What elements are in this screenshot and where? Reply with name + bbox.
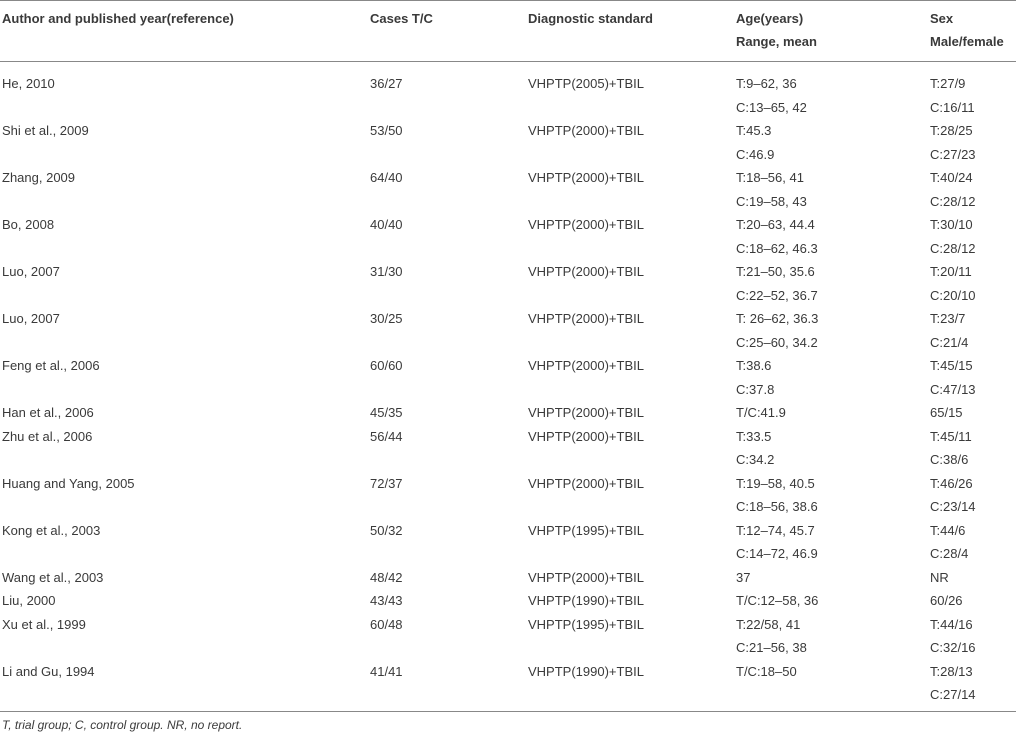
age-cell	[736, 307, 818, 354]
cases-text: 50/32	[370, 522, 403, 538]
sex-control-text: C:20/10	[930, 287, 976, 303]
cases-cell	[370, 213, 403, 237]
sex-trial-text: T:44/16	[930, 616, 973, 632]
author-text: Wang et al., 2003	[2, 569, 104, 585]
sex-control-text: C:47/13	[930, 381, 976, 397]
sex-cell	[930, 307, 968, 354]
sex-trial-text: T:28/13	[930, 663, 973, 679]
header-cases: Cases T/C	[370, 11, 433, 26]
sex-control-text: C:28/12	[930, 240, 976, 256]
sex-trial-text: T:30/10	[930, 217, 973, 232]
author-cell	[2, 119, 89, 143]
sex-cell	[930, 613, 976, 660]
age-cell	[736, 613, 807, 660]
sex-cell	[930, 260, 976, 307]
cases-cell	[370, 519, 403, 543]
author-cell	[2, 519, 100, 543]
cases-cell	[370, 72, 403, 96]
diagnostic-standard-cell	[528, 566, 644, 590]
author-text: Huang and Yang, 2005	[2, 475, 135, 491]
diagnostic-standard-cell	[528, 401, 644, 425]
author-cell	[2, 307, 60, 331]
sex-control-text: C:28/4	[930, 546, 969, 561]
author-cell	[2, 213, 54, 237]
author-text: Liu, 2000	[2, 593, 56, 608]
author-cell	[2, 354, 100, 378]
table-row	[0, 401, 1016, 425]
author-text: Kong et al., 2003	[2, 522, 101, 538]
age-trial-text: 37	[736, 569, 751, 585]
author-cell	[2, 589, 56, 613]
diagnostic-standard-cell	[528, 307, 644, 331]
sex-cell	[930, 425, 972, 472]
age-cell	[736, 660, 797, 684]
diagnostic-standard-text: VHPTP(2000)+TBIL	[528, 123, 644, 138]
cases-cell	[370, 425, 403, 449]
age-control-text: C:46.9	[736, 146, 775, 162]
age-trial-text: T:18–56, 41	[736, 170, 804, 185]
sex-trial-text: NR	[930, 569, 949, 585]
header-age: Age(years)	[736, 11, 804, 26]
cases-text: 30/25	[370, 311, 403, 326]
age-control-text: C:18–56, 38.6	[736, 499, 818, 514]
age-control-text: C:18–62, 46.3	[736, 240, 818, 256]
sex-cell	[930, 354, 976, 401]
age-cell	[736, 589, 818, 613]
diagnostic-standard-text: VHPTP(2000)+TBIL	[528, 264, 644, 279]
author-text: Feng et al., 2006	[2, 358, 100, 373]
author-cell	[2, 72, 55, 96]
cases-text: 40/40	[370, 217, 403, 232]
diagnostic-standard-cell	[528, 354, 644, 378]
sex-control-text: C:38/6	[930, 452, 969, 467]
sex-trial-text: T:44/6	[930, 522, 966, 538]
author-text: Li and Gu, 1994	[2, 663, 95, 679]
table-row	[0, 660, 1016, 707]
cases-text: 72/37	[370, 475, 403, 491]
cases-text: 31/30	[370, 264, 403, 279]
sex-cell	[930, 213, 976, 260]
sex-trial-text: 60/26	[930, 593, 963, 608]
diagnostic-standard-cell	[528, 613, 644, 637]
author-cell	[2, 613, 86, 637]
diagnostic-standard-cell	[528, 425, 644, 449]
table-row	[0, 72, 1016, 119]
sex-trial-text: T:45/15	[930, 358, 973, 373]
cases-text: 41/41	[370, 663, 403, 679]
author-cell	[2, 166, 75, 190]
age-trial-text: T: 26–62, 36.3	[736, 311, 819, 326]
sex-cell	[930, 472, 976, 519]
age-cell	[736, 354, 774, 401]
cases-text: 56/44	[370, 428, 403, 444]
diagnostic-standard-text: VHPTP(2000)+TBIL	[528, 170, 644, 185]
age-control-text: C:14–72, 46.9	[736, 546, 818, 561]
cases-text: 36/27	[370, 76, 403, 91]
table-row	[0, 613, 1016, 660]
diagnostic-standard-cell	[528, 519, 644, 543]
age-cell	[736, 72, 807, 119]
sex-cell	[930, 401, 963, 425]
cases-cell	[370, 401, 403, 425]
table-header-rule	[0, 61, 1016, 62]
author-cell	[2, 566, 103, 590]
age-cell	[736, 213, 818, 260]
table-row	[0, 213, 1016, 260]
sex-trial-text: T:23/7	[930, 311, 966, 326]
sex-trial-text: T:27/9	[930, 76, 966, 91]
age-control-text: C:34.2	[736, 452, 775, 467]
table-row	[0, 519, 1016, 566]
table-row	[0, 425, 1016, 472]
age-trial-text: T:38.6	[736, 358, 772, 373]
cases-text: 64/40	[370, 170, 403, 185]
diagnostic-standard-cell	[528, 213, 644, 237]
author-cell	[2, 260, 60, 284]
age-trial-text: T:45.3	[736, 123, 772, 138]
diagnostic-standard-text: VHPTP(1990)+TBIL	[528, 663, 644, 679]
sex-cell	[930, 519, 968, 566]
age-cell	[736, 119, 774, 166]
table-row	[0, 589, 1016, 613]
diagnostic-standard-text: VHPTP(2000)+TBIL	[528, 217, 644, 232]
sex-control-text: C:28/12	[930, 193, 976, 209]
table-row	[0, 307, 1016, 354]
diagnostic-standard-cell	[528, 119, 644, 143]
diagnostic-standard-text: VHPTP(2000)+TBIL	[528, 405, 644, 420]
diagnostic-standard-text: VHPTP(2005)+TBIL	[528, 76, 644, 91]
sex-trial-text: T:20/11	[930, 264, 972, 279]
table-footnote: T, trial group; C, control group. NR, no report.	[2, 718, 243, 732]
cases-cell	[370, 589, 403, 613]
age-cell	[736, 260, 818, 307]
diagnostic-standard-cell	[528, 166, 644, 190]
diagnostic-standard-text: VHPTP(2000)+TBIL	[528, 311, 644, 326]
sex-control-text: C:16/11	[930, 99, 975, 115]
table-row	[0, 472, 1016, 519]
cases-text: 48/42	[370, 569, 403, 585]
age-trial-text: T/C:18–50	[736, 663, 797, 679]
age-control-text: C:19–58, 43	[736, 193, 807, 209]
header-sex-sub: Male/female	[930, 34, 1004, 49]
sex-trial-text: 65/15	[930, 405, 963, 420]
cases-text: 60/48	[370, 616, 403, 632]
cases-cell	[370, 119, 403, 143]
age-trial-text: T:12–74, 45.7	[736, 522, 815, 538]
age-trial-text: T:21–50, 35.6	[736, 264, 815, 279]
sex-cell	[930, 119, 976, 166]
diagnostic-standard-text: VHPTP(1990)+TBIL	[528, 593, 644, 608]
cases-cell	[370, 613, 403, 637]
table-row	[0, 354, 1016, 401]
author-text: Bo, 2008	[2, 217, 55, 232]
age-trial-text: T/C:41.9	[736, 405, 786, 420]
sex-cell	[930, 660, 976, 707]
author-cell	[2, 425, 92, 449]
age-control-text: C:21–56, 38	[736, 640, 807, 655]
diagnostic-standard-text: VHPTP(2000)+TBIL	[528, 475, 644, 491]
sex-trial-text: T:28/25	[930, 123, 973, 138]
table-row	[0, 119, 1016, 166]
diagnostic-standard-text: VHPTP(2000)+TBIL	[528, 569, 644, 585]
cases-cell	[370, 354, 403, 378]
age-cell	[736, 519, 818, 566]
author-cell	[2, 401, 94, 425]
author-cell	[2, 472, 135, 496]
table-header	[0, 0, 1016, 61]
header-diagnostic-standard: Diagnostic standard	[528, 11, 653, 26]
table-bottom-rule	[0, 711, 1016, 712]
author-text: He, 2010	[2, 76, 55, 91]
author-cell	[2, 660, 95, 684]
diagnostic-standard-cell	[528, 260, 644, 284]
header-sex: Sex	[930, 11, 954, 26]
cases-cell	[370, 566, 403, 590]
author-text: Luo, 2007	[2, 311, 60, 326]
table-row	[0, 166, 1016, 213]
diagnostic-standard-text: VHPTP(2000)+TBIL	[528, 358, 644, 373]
sex-control-text: C:32/16	[930, 640, 976, 655]
sex-control-text: C:27/23	[930, 146, 976, 162]
table-row	[0, 260, 1016, 307]
sex-control-text: C:23/14	[930, 499, 976, 514]
author-text: Xu et al., 1999	[2, 616, 86, 632]
sex-control-text: C:21/4	[930, 334, 969, 350]
sex-cell	[930, 589, 963, 613]
age-trial-text: T:9–62, 36	[736, 76, 797, 91]
sex-cell	[930, 72, 975, 119]
cases-text: 45/35	[370, 405, 403, 420]
age-cell	[736, 566, 750, 590]
cases-cell	[370, 307, 403, 331]
age-control-text: C:22–52, 36.7	[736, 287, 818, 303]
author-text: Zhang, 2009	[2, 170, 76, 185]
author-text: Luo, 2007	[2, 264, 60, 279]
header-age-sub: Range, mean	[736, 34, 817, 49]
age-control-text: C:13–65, 42	[736, 99, 807, 115]
cases-cell	[370, 260, 403, 284]
cases-cell	[370, 660, 403, 684]
age-cell	[736, 472, 818, 519]
header-author: Author and published year(reference)	[2, 11, 234, 26]
author-text: Shi et al., 2009	[2, 123, 89, 138]
diagnostic-standard-text: VHPTP(2000)+TBIL	[528, 428, 644, 444]
sex-control-text: C:27/14	[930, 687, 976, 702]
cases-text: 43/43	[370, 593, 403, 608]
age-cell	[736, 425, 774, 472]
table-row	[0, 566, 1016, 590]
diagnostic-standard-cell	[528, 472, 644, 496]
sex-cell	[930, 166, 976, 213]
sex-cell	[930, 566, 949, 590]
age-trial-text: T/C:12–58, 36	[736, 593, 819, 608]
age-trial-text: T:33.5	[736, 428, 772, 444]
author-text: Zhu et al., 2006	[2, 428, 93, 444]
age-cell	[736, 401, 786, 425]
age-control-text: C:37.8	[736, 381, 775, 397]
cases-cell	[370, 166, 403, 190]
cases-text: 60/60	[370, 358, 403, 373]
author-text: Han et al., 2006	[2, 405, 94, 420]
sex-trial-text: T:46/26	[930, 475, 973, 491]
age-trial-text: T:22/58, 41	[736, 616, 801, 632]
sex-trial-text: T:40/24	[930, 170, 973, 185]
diagnostic-standard-text: VHPTP(1995)+TBIL	[528, 616, 644, 632]
diagnostic-standard-cell	[528, 660, 644, 684]
age-trial-text: T:20–63, 44.4	[736, 217, 815, 232]
age-trial-text: T:19–58, 40.5	[736, 475, 815, 491]
diagnostic-standard-cell	[528, 72, 644, 96]
age-control-text: C:25–60, 34.2	[736, 334, 818, 350]
age-cell	[736, 166, 807, 213]
cases-text: 53/50	[370, 123, 403, 138]
diagnostic-standard-text: VHPTP(1995)+TBIL	[528, 522, 644, 538]
diagnostic-standard-cell	[528, 589, 644, 613]
sex-trial-text: T:45/11	[930, 428, 972, 444]
cases-cell	[370, 472, 403, 496]
